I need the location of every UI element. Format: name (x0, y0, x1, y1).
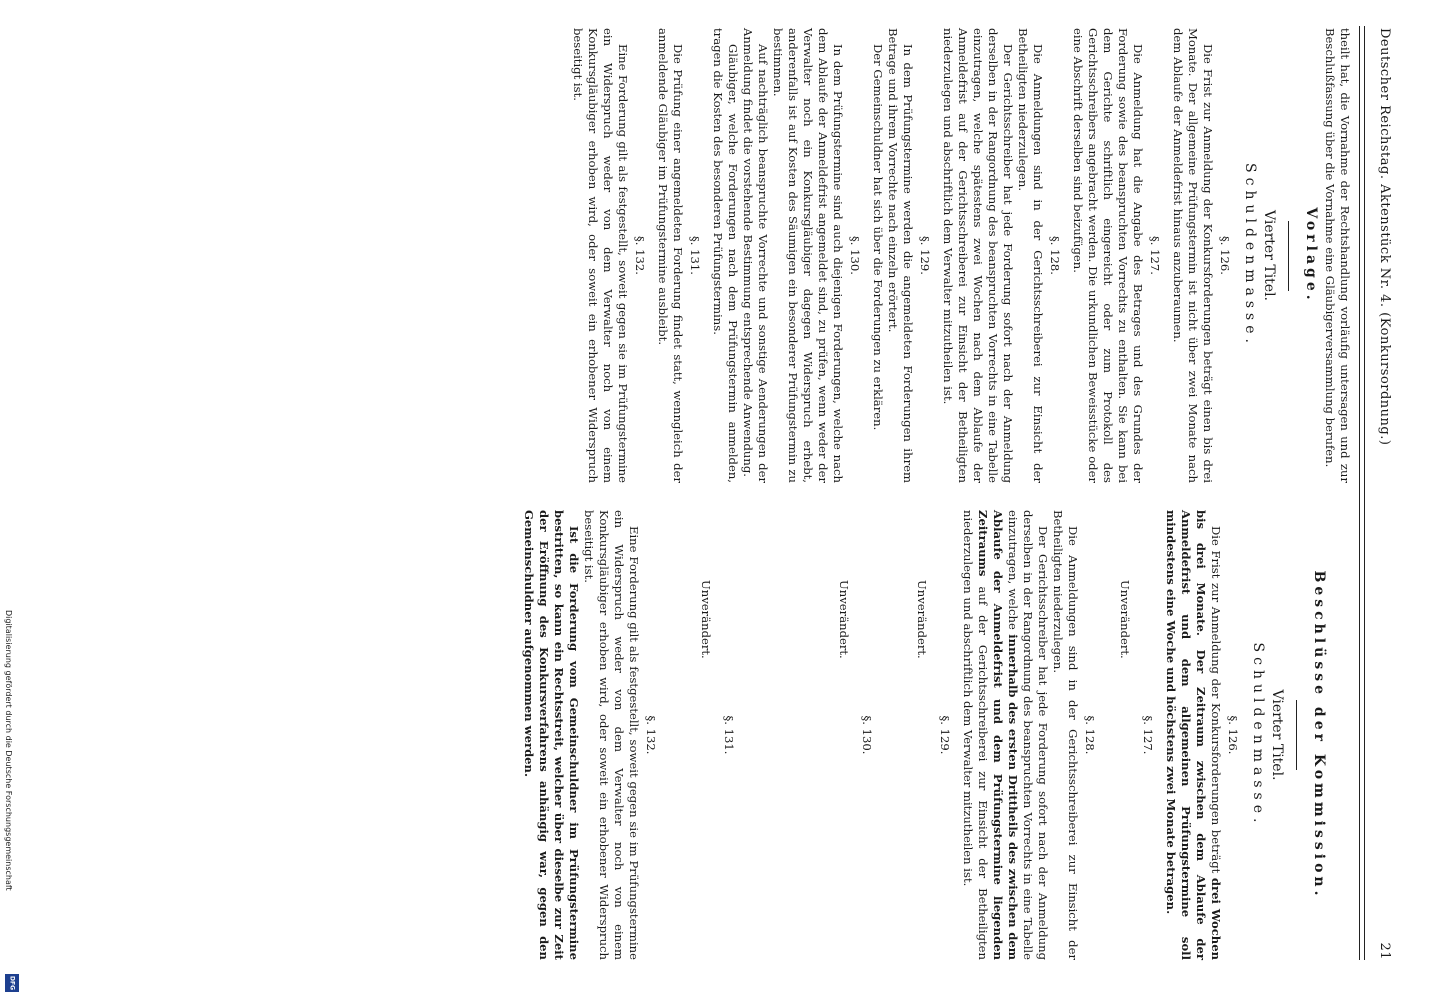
vorlage-s130-p3: Gläubiger, welche Forderungen nach dem Prüfungstermin anmelden, tragen die Kosten des besonderen Prüfungstermins. (711, 28, 740, 483)
kommission-s131-head: §. 131. (722, 715, 736, 755)
kommission-s126-text (1163, 510, 1223, 960)
vorlage-s132-head: §. 132. (633, 236, 647, 275)
kommission-s126-head: §. 126. (1226, 715, 1240, 755)
kommission-subtitel: Schuldenmasse. (1250, 642, 1266, 828)
header-rule-thin (1359, 26, 1360, 960)
kommission-column (521, 510, 1352, 960)
vorlage-s132-text: Eine Forderung gilt als festgestellt, soweit gegen sie im Prüfungstermine ein Widerspruch weder von dem Verwalter noch von einem Konkursgläubiger erhoben wird, oder soweit ein erhobener Widerspruch beseitigt ist. (571, 28, 630, 483)
column-divider (1288, 221, 1289, 291)
vorlage-s128-head: §. 128. (1048, 236, 1062, 275)
dfg-logo: DFG (5, 974, 19, 992)
vorlage-s127-text: Die Anmeldung hat die Angabe des Betrages und des Grundes der Forderung sowie des beanspruchten Vorrechts zu enthalten. Sie kann bei dem Gerichte schriftlich eingereicht oder zum Protokoll des Gerichtsschreibers angebracht werden. Die urkundlichen Beweisstücke oder eine Abschrift derselben sind beizufügen. (1071, 28, 1145, 483)
vorlage-s128-p1: Die Anmeldungen sind in der Gerichtsschreiberei zur Einsicht der Betheiligten niederzulegen. (1016, 28, 1045, 483)
vorlage-subtitel: Schuldenmasse. (1242, 163, 1258, 348)
vorlage-s129-p1: In dem Prüfungstermine werden die angemeldeten Forderungen ihrem Betrage und ihrem Vorrechte nach einzeln erörtert. (886, 28, 915, 483)
kommission-s128-p2c: auf der Gerichtsschreiberei zur Einsicht der Betheiligten niederzulegen und abschriftlich dem Verwalter mitzutheilen ist. (961, 510, 990, 960)
kommission-s128-p1: Die Anmeldungen sind in der Gerichtsschreiberei zur Einsicht der Betheiligten niederzulegen. (1051, 510, 1080, 960)
kommission-titel: Vierter Titel. (1269, 689, 1285, 781)
kommission-heading: Beschlüsse der Kommission. (1311, 570, 1327, 900)
vorlage-s130-p1: In dem Prüfungstermine sind auch diejenigen Forderungen, welche nach dem Ablaufe der Anmeldefrist angemeldet sind, zu prüfen, wenn weder der Verwalter noch ein Konkursgläubiger dagegen Widerspruch erhebt, anderenfalls ist auf Kosten des Säumigen ein besonderer Prüfungstermin zu bestimmen. (771, 28, 845, 483)
digitization-footer (4, 592, 20, 992)
kommission-s127-head: §. 127. (1141, 715, 1155, 755)
kommission-s126-text-b: drei Wochen bis drei Monate. Der Zeitraum zwischen dem Ablaufe der Anmeldefrist und dem allgemeinen Prüfungstermine soll mindestens eine Woche und höchstens zwei Monate betragen. (1164, 510, 1223, 961)
kommission-s130-text: Unverändert. (837, 580, 851, 659)
vorlage-column (570, 28, 1352, 483)
kommission-s126-text-a: Die Frist zur Anmeldung der Konkursforderungen beträgt (1209, 526, 1223, 878)
vorlage-s129-p2: Der Gemeinschuldner hat sich über die Forderungen zu erklären. (871, 44, 885, 431)
vorlage-s130-head: §. 130. (848, 236, 862, 275)
kommission-s129-head: §. 129. (938, 715, 952, 755)
page-number: 21 (1377, 942, 1392, 960)
kommission-s132-p2: Ist die Forderung vom Gemeinschuldner im Prüfungstermine bestritten, so kann ein Rechtsstreit, welcher über dieselbe zur Zeit der Eröffnung des Konkursverfahrens anhängig war, gegen den Gemeinschuldner aufgenommen werden. (522, 510, 581, 960)
kommission-s128-head: §. 128. (1083, 715, 1097, 755)
header-rule (1364, 26, 1365, 960)
vorlage-heading: Vorlage. (1303, 207, 1319, 304)
kommission-s128-p2 (960, 510, 1050, 960)
digitization-note: Digitalisierung gefördert durch die Deutsche Forschungsgemeinschaft (4, 610, 13, 891)
column-divider (1296, 700, 1297, 770)
kommission-s128-p2a: Der Gerichtsschreiber hat jede Forderung sofort nach der Anmeldung derselben in der Rangordnung des beanspruchten Vorrechts in eine Tabelle einzutragen, welche (1006, 510, 1050, 960)
kommission-s129-text: Unverändert. (915, 580, 929, 659)
vorlage-s130-p2: Auf nachträglich beanspruchte Vorrechte und sonstige Aenderungen der Anmeldung findet die vorstehende Bestimmung entsprechende Anwendung. (741, 28, 770, 483)
vorlage-s129-head: §. 129. (918, 236, 932, 275)
kommission-s130-head: §. 130. (860, 715, 874, 755)
kommission-s127-text: Unverändert. (1118, 580, 1132, 659)
vorlage-s128-p2: Der Gerichtsschreiber hat jede Forderung sofort nach der Anmeldung derselben in der Rangordnung des beanspruchten Vorrechts in eine Tabelle einzutragen, welche spätestens zwei Wochen nach dem Ablaufe der Anmeldefrist auf der Gerichtsschreiberei zur Einsicht der Betheiligten niederzulegen und abschriftlich dem Verwalter mitzutheilen ist. (941, 28, 1015, 483)
kommission-s132-head: §. 132. (644, 715, 658, 755)
kommission-s128-p2b: innerhalb des ersten Drittheils des zwischen dem Ablaufe der Anmeldefrist und dem Prüfungstermine liegenden Zeitraums (976, 510, 1020, 960)
kommission-s131-text: Unverändert. (699, 580, 713, 659)
vorlage-s126-head: §. 126. (1218, 236, 1232, 275)
kommission-s132-p1: Eine Forderung gilt als festgestellt, soweit gegen sie im Prüfungstermine ein Widerspruch weder von dem Verwalter noch von einem Konkursgläubiger erhoben wird, oder soweit ein erhobener Widerspruch beseitigt ist. (582, 510, 641, 960)
vorlage-s131-text: Die Prüfung einer angemeldeten Forderung findet statt, wenngleich der anmeldende Gläubiger im Prüfungstermine ausbleibt. (656, 28, 685, 483)
vorlage-intro: theilt hat, die Vornahme der Rechtshandlung vorläufig untersagen und zur Beschlußfassung über die Vornahme eine Gläubigerversammlung berufen. (1323, 28, 1352, 483)
vorlage-s127-head: §. 127. (1148, 236, 1162, 275)
vorlage-titel: Vierter Titel. (1261, 209, 1277, 302)
vorlage-s126-text: Die Frist zur Anmeldung der Konkursforderungen beträgt einen bis drei Monate. Der allgemeine Prüfungstermin ist nicht über zwei Monate nach dem Ablaufe der Anmeldefrist hinaus anzuberaumen. (1171, 28, 1215, 483)
vorlage-s131-head: §. 131. (688, 236, 702, 275)
header-title: Deutscher Reichstag. Aktenstück Nr. 4. (Konkursordnung.) (1377, 28, 1392, 446)
